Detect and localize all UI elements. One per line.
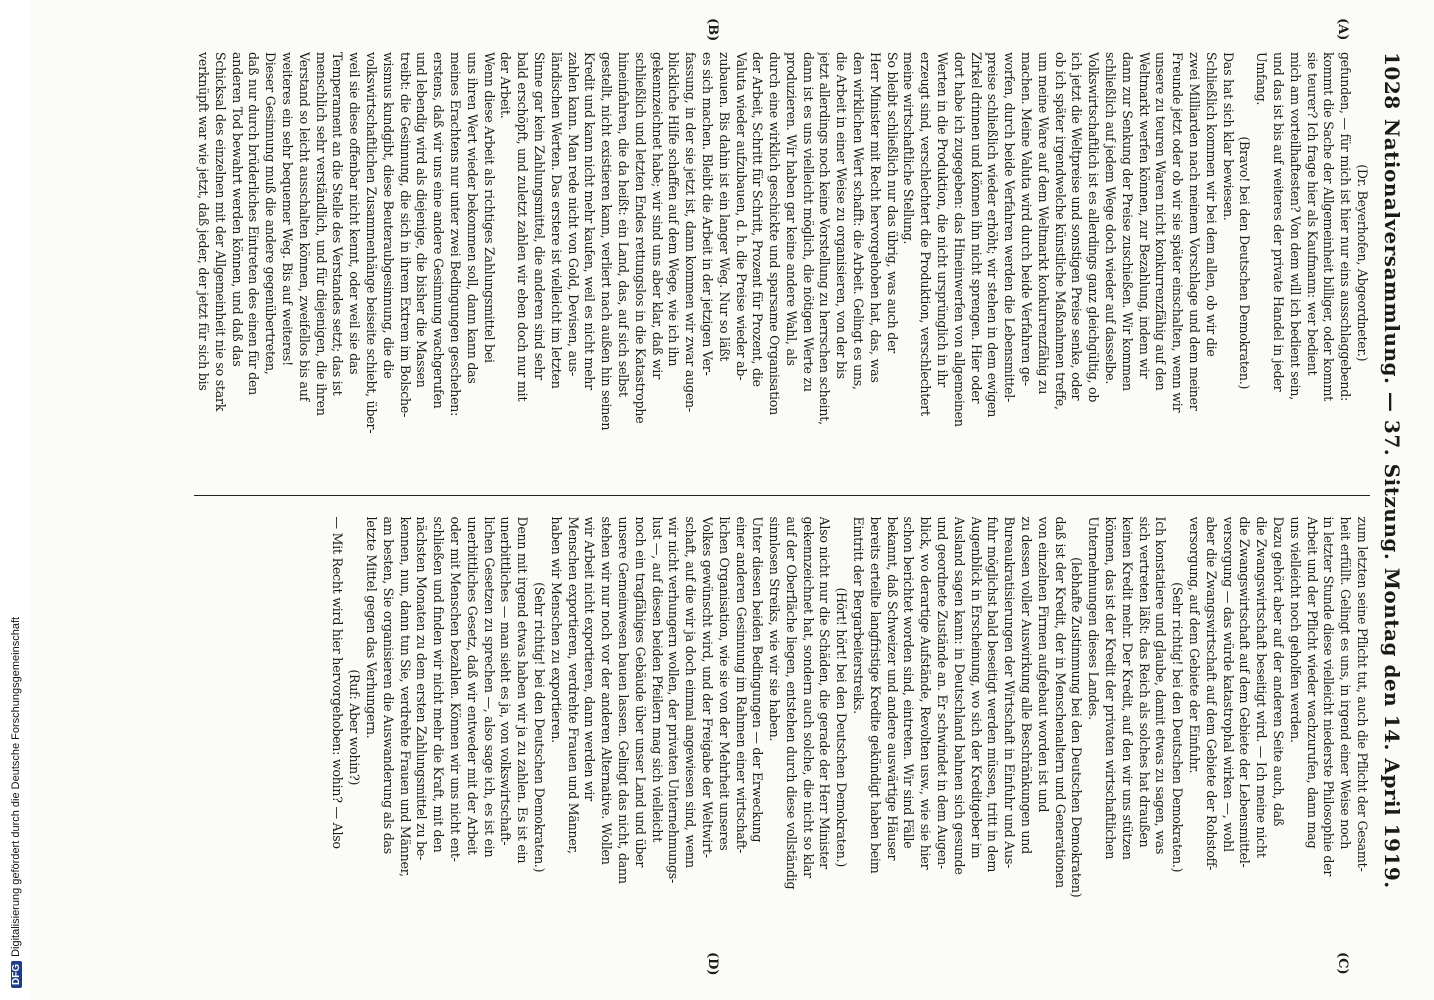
text-columns (194, 18, 1370, 976)
text-line: aber die Zwangswirtschaft auf dem Gebiete der Rohstoff- (1203, 516, 1219, 871)
text-line: einer anderen Gesinnung im Rahmen einer wirtschaft- (733, 516, 749, 853)
text-line: und das ist bis auf weiteres der private Handel in jeder (1271, 52, 1287, 392)
text-line: unsere Gemeinwesen bauen lassen. Gelingt das nicht, dann (615, 516, 631, 884)
text-line: zahlen kann. Man rede nicht von Gold, Devisen, aus- (565, 52, 581, 376)
text-line: auf der Oberfläche liegen, entstehen durch diese vollständig (783, 516, 799, 890)
text-line: Verstand so leicht ausschalten können, zweifellos bis auf (296, 52, 312, 401)
text-line: verknüpft war wie jetzt, daß jeder, der jetzt für sich bis (196, 52, 212, 391)
margin-mark-d: (D) (705, 952, 720, 976)
text-line: wismus kundgibt, diese Beuteraubgesinnung, die die (380, 52, 396, 379)
text-line: Volkes gewünscht wird, und der Freigabe der Weltwirt- (699, 516, 715, 858)
text-line: schließen und finden wir nicht mehr die Kraft, mit den (431, 516, 447, 853)
text-line: ländischen Werten. Das erstere ist vielleicht im letzten (548, 52, 564, 389)
text-line: von einzelnen Firmen aufgebaut worden ist und (1035, 516, 1051, 813)
left-column (194, 52, 1370, 474)
text-line: die Zwangswirtschaft beseitigt wird. — Ich meine nicht (1254, 516, 1270, 858)
text-line: dann zur Senkung der Preise zuschießen. Wir kommen (1119, 52, 1135, 391)
text-line: wir nicht verhungern wollen, der privaten Unternehmungs- (666, 516, 682, 884)
text-line: Dieser Gesinnung muß die andere gegenübertreten, (263, 52, 279, 375)
page-header (1374, 52, 1404, 938)
text-line: oder mit Menschen bezahlen. Können wir uns nicht ent- (447, 516, 463, 862)
text-line: sinnlosen Streiks, wie wir sie haben. (767, 516, 783, 742)
text-line: schon berichtet worden sind, eintreten. Wir sind Fälle (901, 516, 917, 849)
text-line: Herr Minister mit Recht hervorgehoben hat, das, was (867, 52, 883, 383)
margin-mark-c: (C) (1335, 952, 1350, 975)
text-line: es sich machen. Bleibt die Arbeit in der jetzigen Ver- (699, 52, 715, 376)
text-line: uns vielleicht noch geholfen werden. (1287, 516, 1303, 743)
text-line: hineinfahren, die da heißt: ein Land, das, auf sich selbst (615, 52, 631, 397)
text-line: meine wirtschaftliche Stellung. (901, 52, 917, 245)
text-line: Ausland sagen kann: in Deutschland bahnen sich gesunde (951, 516, 967, 875)
text-line: anderen Tod bewahrt werden können, und daß das (229, 52, 245, 367)
text-line: kennen, nun, dann tun Sie, verdrehte Frauen und Männer, (397, 516, 413, 877)
text-line: So bleibt schließlich nur das übrig, was auch der (884, 52, 900, 354)
text-line: Wenn diese Arbeit als richtiges Zahlungsmittel bei (481, 52, 497, 363)
text-line: lichen Gesetzen zu sprechen —, also sage ich, es ist ein (481, 516, 497, 858)
text-line: gekennzeichnet hat, sondern auch solche, die nicht so klar (800, 516, 816, 878)
text-line: Menschen exportieren, verdrehte Frauen und Männer, (565, 516, 581, 854)
text-line: Freunde jetzt oder ob wir sie später einschalten, wenn wir (1170, 52, 1186, 413)
text-line: den wirklichen Wert schafft: die Arbeit. Gelingt es uns, (851, 52, 867, 390)
text-line: erzeugt sind, verschlechtert die Produktion, verschlechtert (918, 52, 934, 416)
text-line: und lebendig wird als diejenige, die bisher die Massen (414, 52, 430, 388)
text-line: noch ein tragfähiges Gebäude über unser Land und über (632, 516, 648, 868)
text-line: Unternehmungen dieses Landes. (1086, 516, 1102, 720)
text-line: kommt die Sache der Allgemeinheit billiger, oder kommt (1321, 52, 1337, 401)
text-line: versorgung, auf dem Gebiete der Einfuhr. (1187, 516, 1203, 774)
text-line: Also nicht nur die Schäden, die gerade der Herr Minister (817, 516, 833, 869)
digitization-credit-text: Digitalisierung gefördert durch die Deutsche Forschungsgemeinschaft (10, 616, 22, 957)
text-line: Schließlich kommen wir bei dem allen, ob wir die (1203, 52, 1219, 357)
text-line: weil sie diese offenbar nicht kennt, oder weil sie das (347, 52, 363, 375)
text-line: keinen Kredit mehr. Der Kredit, auf den wir uns stützen (1119, 516, 1135, 860)
text-line: am besten, Sie organisieren die Auswanderung als das (380, 516, 396, 854)
text-line: heit erfüllt. Gelingt es uns, in irgend einer Weise noch (1338, 516, 1354, 850)
text-line: versorgung — das würde katastrophal wirken —, wohl (1220, 516, 1236, 852)
page-title: Nationalversammlung. — 37. Sitzung. Montag den 14. April 1919. (1380, 118, 1404, 889)
text-line: produzieren. Wir haben gar keine andere Wahl, als (783, 52, 799, 366)
text-line: der Arbeit. (498, 52, 514, 119)
text-line: ich jetzt die Weltpreise und sonstigen Preise senke, oder (1069, 52, 1085, 401)
page-number: 1028 (1380, 52, 1404, 110)
text-line: Valuta wieder aufzubauen, d. h. die Preise wieder ab- (733, 52, 749, 381)
text-line: Schicksal des einzelnen mit der Allgemeinheit nie so stark (212, 52, 228, 412)
text-line: (Bravo! bei den Deutschen Demokraten.) (1237, 136, 1253, 390)
text-line: preise schließlich wieder erhöht; wir stehen in dem ewigen (985, 52, 1001, 418)
text-line: Temperament an die Stelle des Verstandes setzt; das ist (330, 52, 346, 396)
text-line: Augenblick in Erscheinung, wo sich der Kreditgeber im (968, 516, 984, 859)
text-line: Volkswirtschaftlich ist es allerdings ganz gleichgültig, ob (1086, 52, 1102, 403)
text-line: Weltmarkt werfen können, zur Bezahlung, indem wir (1136, 52, 1152, 379)
text-line: gestellt, nicht existieren kann, verliert nach außen hin seinen (599, 52, 615, 431)
text-line: nächsten Monaten zu dem ersten Zahlungsmittel zu be- (414, 516, 430, 861)
text-line: zu dessen voller Auswirkung alle Beschränkungen und (1019, 516, 1035, 854)
text-line: gekennzeichnet habe; wir sind uns aber klar, daß wir (649, 52, 665, 379)
text-line: lust —, auf diesen beiden Pfeilern mag sich vielleicht (649, 516, 665, 843)
text-line: die Arbeit in einer Weise zu organisieren, von der bis (834, 52, 850, 379)
text-line: sie teurer? Ich frage hier als Kaufmann: wer bedient (1304, 52, 1320, 376)
text-line: Bureaukratisierungen der Wirtschaft in Einfuhr und Aus- (1002, 516, 1018, 869)
text-line: ob ich später irgendwelche künstliche Maßnahmen treffe, (1052, 52, 1068, 410)
text-line: der Arbeit, Schritt für Schritt, Prozent für Prozent, die (750, 52, 766, 387)
text-line: weiteres ein sehr bequemer Weg. Bis auf weiteres! (280, 52, 295, 366)
text-line: Sinne gar kein Zahlungsmittel, die anderen sind sehr (531, 52, 547, 380)
text-line: gefunden, — für mich ist hier nur eins ausschlaggebend: (1338, 52, 1354, 402)
text-line: bekannt, daß Schweizer und andere auswärtige Häuser (884, 516, 900, 861)
text-line: uns ihren Wert wieder bekommen soll, dann kann das (464, 52, 480, 384)
text-line: daß ist der Kredit, der in Menschenaltern und Generationen (1052, 516, 1068, 888)
text-line: schließlich und letzten Endes rettungslos in die Katastrophe (632, 52, 648, 424)
text-line: — Mit Recht wird hier hervorgehoben: wohin? — Also (330, 516, 346, 849)
text-line: wir Arbeit nicht exportieren, dann werden wir (582, 516, 598, 802)
text-line: können, das ist der Kredit der privaten wirtschaftlichen (1103, 516, 1119, 860)
text-line: die Zwangswirtschaft auf dem Gebiete der Lebensmittel- (1237, 516, 1253, 868)
text-line: unsere zu teuren Waren nicht konkurrenzfähig auf den (1153, 52, 1169, 391)
text-line: zubauen. Bis dahin ist ein langer Weg. Nur so läßt (716, 52, 732, 362)
text-line: bald erschöpft, und zuletzt zahlen wir eben doch nur mit (515, 52, 531, 402)
text-line: (Sehr richtig! bei den Deutschen Demokraten.) (531, 582, 547, 873)
text-line: (lebhafte Zustimmung bei den Deutschen Demokraten) (1069, 557, 1085, 898)
text-line: blick, wo derartige Aufstände, Revolten usw., wie sie hier (918, 516, 934, 870)
text-line: unerbittliches Gesetz, daß wir entweder mit der Arbeit (464, 516, 480, 855)
text-line: durch eine wirklich geschickte und sparsame Organisation (767, 52, 783, 415)
text-line: Denn mit irgend etwas haben wir ja zu zahlen. Es ist ein (515, 516, 531, 864)
text-line: schaft, auf die wir ja doch einmal angewiesen sind, wenn (683, 516, 699, 868)
text-line: (Ruf: Aber wohin?) (347, 669, 363, 786)
text-line: lichen Organisation, wie sie von der Mehrheit unseres (716, 516, 732, 851)
text-line: Kredit und kann nicht mehr kaufen, weil es nicht mehr (582, 52, 598, 390)
text-line: bereits erteilte langfristige Kredite gekündigt haben beim (867, 516, 883, 874)
text-line: menschlich sehr verständlich, und für diejenigen, die ihren (313, 52, 329, 416)
text-line: fassung, in der sie jetzt ist, dann kommen wir zwar augen- (683, 52, 699, 412)
text-line: schließlich auf jedem Wege doch wieder auf dasselbe. (1103, 52, 1119, 385)
text-line: letzte Mittel gegen das Verhungern. (363, 516, 379, 739)
scanned-page (30, 0, 1434, 1000)
text-line: (Sehr richtig! bei den Deutschen Demokraten.) (1170, 582, 1186, 873)
text-line: machen. Meine Valuta wird durch beide Verfahren ge- (1019, 52, 1035, 386)
margin-mark-b: (B) (705, 18, 720, 42)
text-line: zum letzten seine Pflicht tut, auch die Pflicht der Gesamt- (1355, 516, 1370, 872)
right-column (194, 517, 1370, 939)
text-line: Werten in die Produktion, die nicht ursprünglich in ihr (935, 52, 951, 388)
text-line: volkswirtschaftlichen Zusammenhänge beiseite schiebt, über- (363, 52, 379, 434)
text-line: in letzter Stunde diese vielleicht niederste Philosophie der (1321, 516, 1337, 877)
column-divider (194, 495, 1370, 496)
text-line: Unter diesen beiden Bedingungen — der Erweckung (750, 516, 766, 843)
digitization-credit (10, 617, 22, 988)
text-line: haben wir Menschen zu exportieren. (548, 516, 564, 743)
text-line: Arbeit und der Pflicht wieder wachzurufen, dann mag (1304, 516, 1320, 849)
text-line: Umfang. (1254, 52, 1270, 106)
margin-mark-a: (A) (1335, 18, 1350, 41)
text-line: dort habe ich zugegeben: das Hineinwerfen von allgemeinen (951, 52, 967, 427)
side-credit-strip (0, 0, 30, 1000)
text-line: erstens, daß wir uns eine andere Gesinnung wachgerufen (431, 52, 447, 409)
text-line: Dazu gehört aber auf der anderen Seite auch, daß (1271, 516, 1287, 827)
text-line: worfen, durch beide Verfahren werden die Lebensmittel- (1002, 52, 1018, 402)
text-line: Zirkel drinnen und können ihn nicht sprengen. Hier oder (968, 52, 984, 404)
text-line: dann ist es uns vielleicht möglich, die nötigen Werte zu (800, 52, 816, 392)
text-line: stehen wir nur noch vor der anderen Alternative. Wollen (599, 516, 615, 865)
text-line: um meine Ware auf dem Weltmarkt konkurrenzfähig zu (1035, 52, 1051, 395)
text-line: (Hört! hört! bei den Deutschen Demokraten.) (834, 587, 850, 868)
dfg-logo: DFG (11, 961, 22, 988)
text-line: und geordnete Zustände an. Er schwindet in dem Augen- (935, 516, 951, 869)
text-line: Das hat sich klar bewiesen. (1220, 52, 1236, 221)
text-line: (Dr. Beyerhofen, Abgeordneter.) (1355, 164, 1370, 362)
text-line: sich vertreten läßt: das Reich als solches hat draußen (1136, 516, 1152, 848)
text-line: unerbittliches — man sieht es ja, von volkswirtschaft- (498, 516, 514, 846)
text-line: jetzt allerdings noch keine Vorstellung zu herrschen scheint, (817, 52, 833, 425)
text-line: blickliche Hilfe schaffen auf dem Wege, wie ich ihn (666, 52, 682, 367)
page-content-rotated (30, 0, 1434, 1000)
text-line: daß nur durch brüderliches Eintreten des einen für den (246, 52, 262, 396)
text-line: fuhr möglichst bald beseitigt werden müssen, tritt in dem (985, 516, 1001, 873)
text-line: mich am vorteilhaftesten? Von dem will ich bedient sein, (1287, 52, 1303, 400)
text-line: Ich konstatiere und glaube, damit etwas zu sagen, was (1153, 516, 1169, 855)
text-line: treibt: die Gesinnung, die sich in ihrem Extrem im Bolsche- (397, 52, 413, 418)
text-line: Eintritt der Bergarbeiterstreiks. (851, 516, 867, 714)
text-line: meines Erachtens nur unter zwei Bedingungen geschehen: (447, 52, 463, 417)
text-line: zwei Milliarden nach meinem Vorschlage und dem meiner (1187, 52, 1203, 411)
